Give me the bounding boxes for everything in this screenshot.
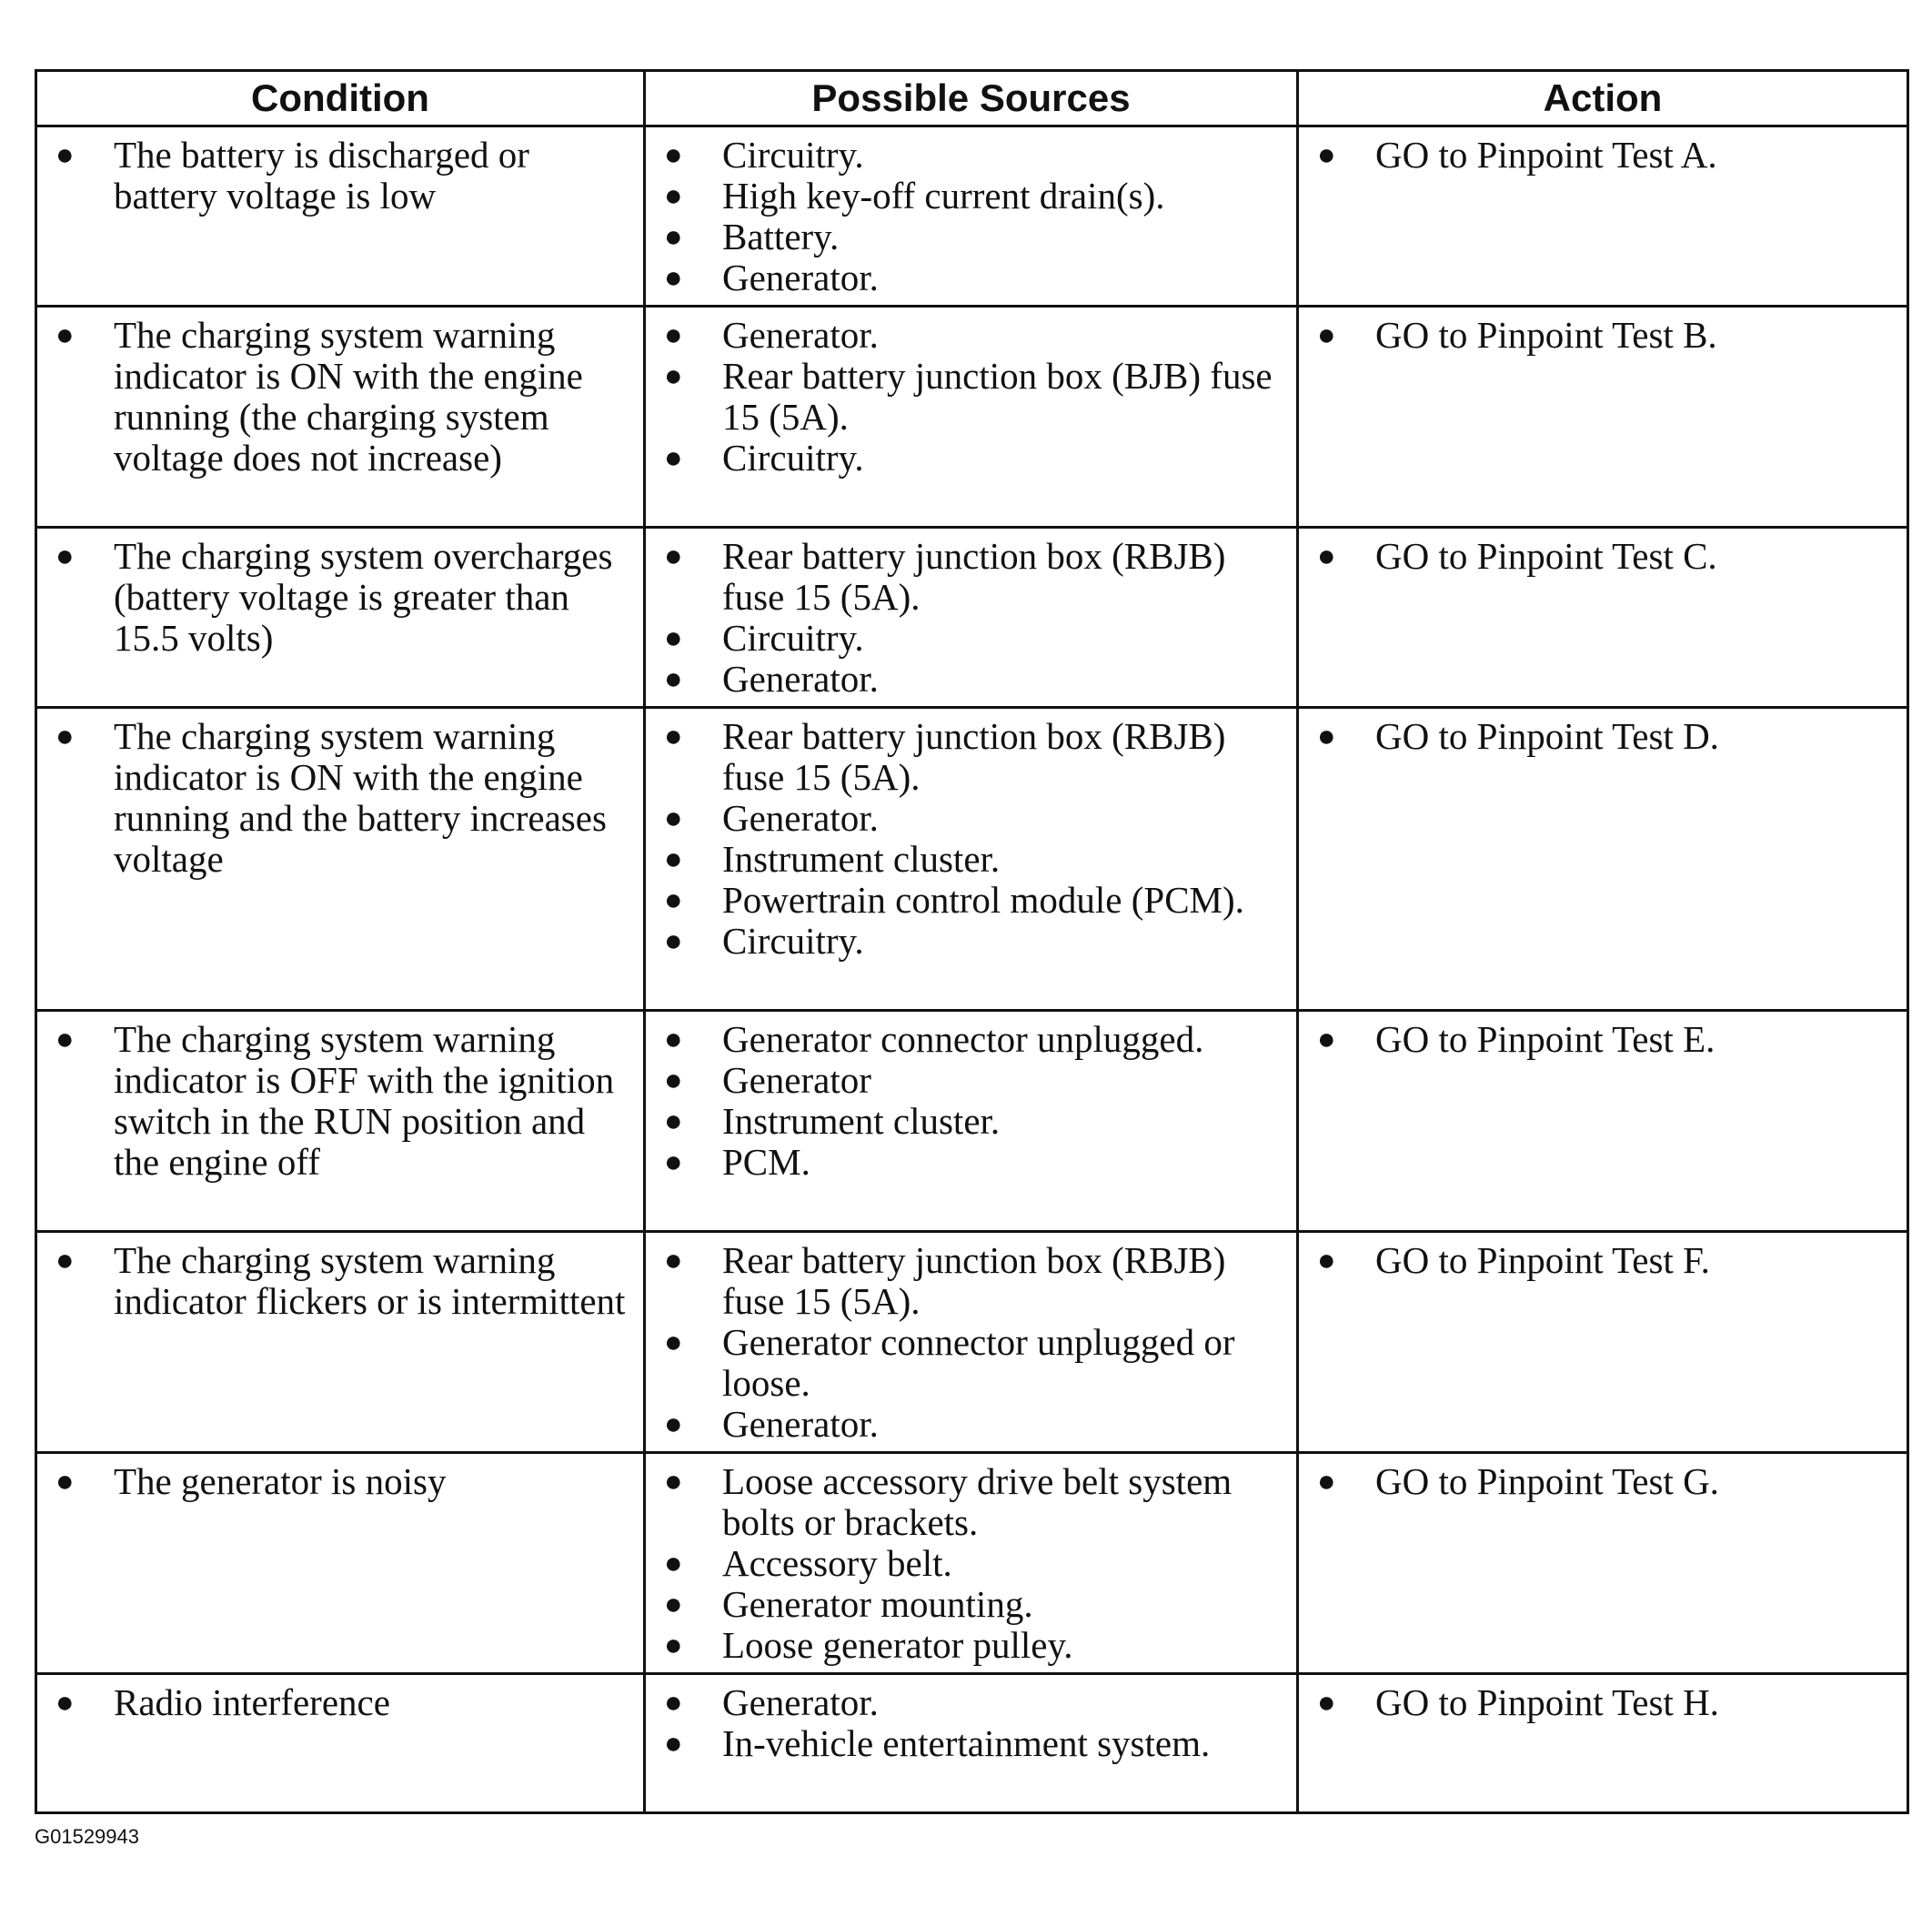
source-item: ● Instrument cluster.	[664, 1100, 1001, 1142]
sources-cell	[645, 1232, 1298, 1453]
bullet-icon: ●	[55, 1465, 75, 1498]
action-item: ● GO to Pinpoint Test B.	[1317, 314, 1717, 356]
table-row	[36, 528, 1908, 708]
sources-cell	[645, 528, 1298, 708]
header-possible-sources: Possible Sources	[645, 71, 1298, 126]
bullet-icon: ●	[664, 540, 683, 573]
bullet-icon: ●	[55, 318, 75, 352]
action-cell	[1298, 126, 1908, 307]
source-item: ● Generator.	[664, 257, 879, 298]
action-cell	[1298, 1011, 1908, 1232]
condition-cell	[36, 1011, 645, 1232]
action-item: ● GO to Pinpoint Test C.	[1317, 535, 1717, 577]
bullet-icon: ●	[664, 1727, 683, 1761]
bullet-icon: ●	[1317, 1244, 1336, 1277]
bullet-icon: ●	[664, 1465, 683, 1498]
source-item: ● Generator.	[664, 1403, 879, 1445]
bullet-icon: ●	[664, 924, 683, 958]
bullet-icon: ●	[664, 1244, 683, 1277]
bullet-icon: ●	[55, 138, 75, 172]
action-item: ● GO to Pinpoint Test F.	[1317, 1239, 1710, 1281]
source-item: ● Rear battery junction box (RBJB) fuse 15 (5A).	[664, 1239, 1226, 1322]
action-cell	[1298, 1232, 1908, 1453]
condition-item: ● The battery is discharged or battery voltage is low	[55, 134, 529, 217]
condition-item: ● The charging system warning indicator is OFF with the ignition switch in the RUN position and the engine off	[55, 1018, 615, 1183]
source-item: ● Generator.	[664, 314, 879, 356]
source-item: ● High key-off current drain(s).	[664, 175, 1165, 217]
action-cell	[1298, 307, 1908, 528]
bullet-icon: ●	[664, 1326, 683, 1359]
condition-cell	[36, 1674, 645, 1813]
source-item: ● In-vehicle entertainment system.	[664, 1722, 1211, 1764]
bullet-icon: ●	[55, 1023, 75, 1056]
source-item: ● Loose generator pulley.	[664, 1624, 1073, 1666]
bullet-icon: ●	[1317, 540, 1336, 573]
bullet-icon: ●	[664, 802, 683, 835]
source-item: ● PCM.	[664, 1141, 810, 1183]
figure-id-label: G01529943	[35, 1825, 139, 1848]
header-action: Action	[1298, 71, 1908, 126]
bullet-icon: ●	[1317, 720, 1336, 753]
source-item: ● Circuitry.	[664, 134, 864, 176]
source-item: ● Generator connector unplugged.	[664, 1018, 1204, 1060]
table-body	[36, 126, 1908, 1813]
bullet-icon: ●	[1317, 1023, 1336, 1056]
header-condition: Condition	[36, 71, 645, 126]
source-item: ● Rear battery junction box (BJB) fuse 15 (5A).	[664, 355, 1273, 438]
bullet-icon: ●	[1317, 318, 1336, 352]
action-cell	[1298, 1453, 1908, 1674]
action-cell	[1298, 1674, 1908, 1813]
source-item: ● Generator.	[664, 797, 879, 839]
bullet-icon: ●	[664, 662, 683, 696]
bullet-icon: ●	[664, 1145, 683, 1179]
source-item: ● Circuitry.	[664, 920, 864, 962]
bullet-icon: ●	[664, 261, 683, 295]
source-item: ● Battery.	[664, 216, 840, 257]
source-item: ● Generator mounting.	[664, 1583, 1033, 1625]
action-item: ● GO to Pinpoint Test E.	[1317, 1018, 1716, 1060]
bullet-icon: ●	[55, 1244, 75, 1277]
table-row	[36, 1232, 1908, 1453]
condition-cell	[36, 307, 645, 528]
bullet-icon: ●	[664, 1023, 683, 1056]
bullet-icon: ●	[664, 1547, 683, 1580]
source-item: ● Accessory belt.	[664, 1542, 952, 1584]
condition-item: ● The charging system overcharges (battery voltage is greater than 15.5 volts)	[55, 535, 613, 659]
sources-cell	[645, 708, 1298, 1011]
condition-item: ● The charging system warning indicator is ON with the engine running (the charging system voltage does not increase)	[55, 314, 583, 479]
bullet-icon: ●	[55, 540, 75, 573]
sources-cell	[645, 1011, 1298, 1232]
condition-item: ● Radio interference	[55, 1681, 390, 1723]
bullet-icon: ●	[664, 1064, 683, 1097]
bullet-icon: ●	[664, 1408, 683, 1441]
bullet-icon: ●	[664, 720, 683, 753]
source-item: ● Circuitry.	[664, 437, 864, 479]
condition-cell	[36, 1453, 645, 1674]
diagnostic-table	[35, 69, 1909, 1814]
source-item: ● Circuitry.	[664, 617, 864, 659]
bullet-icon: ●	[1317, 138, 1336, 172]
bullet-icon: ●	[55, 1686, 75, 1720]
sources-cell	[645, 126, 1298, 307]
source-item: ● Rear battery junction box (RBJB) fuse 15 (5A).	[664, 715, 1226, 798]
source-item: ● Powertrain control module (PCM).	[664, 879, 1244, 921]
source-item: ● Generator.	[664, 658, 879, 700]
bullet-icon: ●	[664, 1686, 683, 1720]
bullet-icon: ●	[664, 441, 683, 475]
action-cell	[1298, 708, 1908, 1011]
sources-cell	[645, 1453, 1298, 1674]
table-row	[36, 1011, 1908, 1232]
header-row	[36, 71, 1908, 126]
condition-cell	[36, 126, 645, 307]
action-cell	[1298, 528, 1908, 708]
action-item: ● GO to Pinpoint Test G.	[1317, 1460, 1719, 1502]
bullet-icon: ●	[664, 1629, 683, 1662]
table-row	[36, 307, 1908, 528]
bullet-icon: ●	[664, 138, 683, 172]
bullet-icon: ●	[664, 359, 683, 393]
condition-cell	[36, 708, 645, 1011]
bullet-icon: ●	[664, 220, 683, 254]
table-row	[36, 708, 1908, 1011]
sources-cell	[645, 1674, 1298, 1813]
condition-cell	[36, 1232, 645, 1453]
bullet-icon: ●	[1317, 1686, 1336, 1720]
bullet-icon: ●	[664, 1105, 683, 1138]
bullet-icon: ●	[55, 720, 75, 753]
source-item: ● Generator connector unplugged or loose.	[664, 1321, 1235, 1404]
source-item: ● Instrument cluster.	[664, 838, 1001, 880]
source-item: ● Loose accessory drive belt system bolts or brackets.	[664, 1460, 1233, 1543]
action-item: ● GO to Pinpoint Test A.	[1317, 134, 1717, 176]
bullet-icon: ●	[664, 843, 683, 876]
bullet-icon: ●	[664, 883, 683, 917]
table-row	[36, 126, 1908, 307]
bullet-icon: ●	[1317, 1465, 1336, 1498]
condition-cell	[36, 528, 645, 708]
source-item: ● Rear battery junction box (RBJB) fuse 15 (5A).	[664, 535, 1226, 618]
bullet-icon: ●	[664, 621, 683, 655]
source-item: ● Generator.	[664, 1681, 879, 1723]
condition-item: ● The generator is noisy	[55, 1460, 447, 1502]
action-item: ● GO to Pinpoint Test D.	[1317, 715, 1719, 757]
source-item: ● Generator	[664, 1059, 871, 1101]
bullet-icon: ●	[664, 179, 683, 213]
condition-item: ● The charging system warning indicator flickers or is intermittent	[55, 1239, 626, 1322]
table-row	[36, 1453, 1908, 1674]
action-item: ● GO to Pinpoint Test H.	[1317, 1681, 1719, 1723]
bullet-icon: ●	[664, 318, 683, 352]
condition-item: ● The charging system warning indicator is ON with the engine running and the battery increases voltage	[55, 715, 607, 880]
sources-cell	[645, 307, 1298, 528]
bullet-icon: ●	[664, 1588, 683, 1621]
table-row	[36, 1674, 1908, 1813]
